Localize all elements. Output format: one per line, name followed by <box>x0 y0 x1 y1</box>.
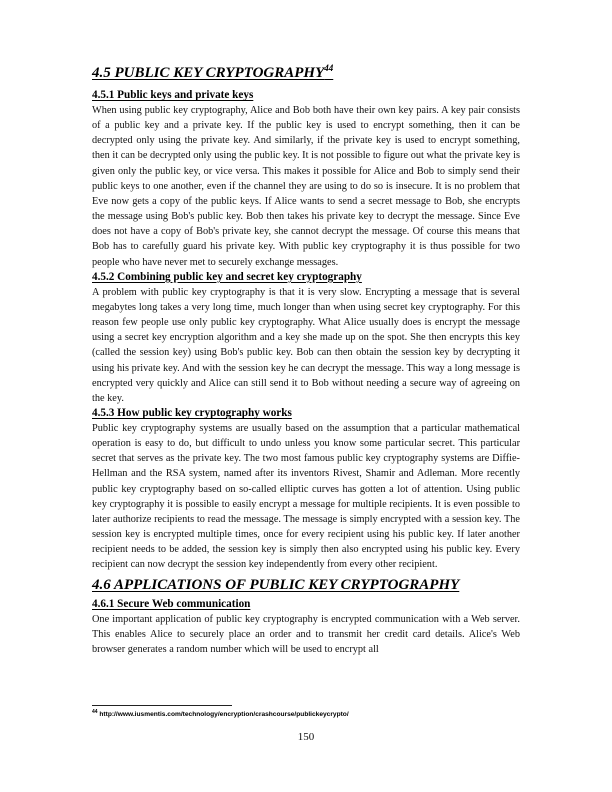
footnote-divider <box>92 705 232 706</box>
subsection-heading-4-5-2: 4.5.2 Combining public key and secret key cryptography <box>92 270 362 283</box>
page-body <box>92 64 520 657</box>
footnote <box>92 710 520 719</box>
footnote-marker: 44 <box>324 63 334 73</box>
subsection-heading-4-5-3: 4.5.3 How public key cryptography works <box>92 406 292 419</box>
paragraph-4-5-2: A problem with public key cryptography is that it is very slow. Encrypting a message that is several megabytes long takes a very long time, much longer than when using secret key cryptography. For this reason few people use only public key cryptography. What Alice usually does is encrypt the message using a secret key encryption algorithm and a key she made up on the spot. She then encrypts this key (called the session key) using Bob's public key. Bob can then obtain the session key by decrypting it using his private key. And with the session key he can decrypt the message. This way a long message is encrypted very quickly and Alice can still send it to Bob without needing a secure way of agreeing on the key. <box>92 286 520 404</box>
subsection-heading-4-6-1: 4.6.1 Secure Web communication <box>92 597 251 610</box>
section-heading-4-5: 4.5 PUBLIC KEY CRYPTOGRAPHY$^{44}$ <box>92 63 334 81</box>
paragraph-4-6-1: One important application of public key cryptography is encrypted communication with a Web server. This enables Alice to securely place an order and to transmit her credit card details. Alice's Web browser generates a random number which will be used to encrypt all <box>92 613 520 655</box>
page-number: 150 <box>297 731 315 743</box>
footnote-url[interactable]: http://www.iusmentis.com/technology/encryption/crashcourse/publickeycrypto/ <box>97 711 349 718</box>
section-heading-4-6: 4.6 APPLICATIONS OF PUBLIC KEY CRYPTOGRAPHY <box>92 576 460 593</box>
paragraph-4-5-1: When using public key cryptography, Alice and Bob both have their own key pairs. A key pair consists of a public key and a private key. If the public key is used to encrypt something, then it can be decrypted only using the private key. And similarly, if the private key is used to encrypt something, then it can be decrypted only using the public key. It is not possible to figure out what the private key is given only the public key, or vice versa. This makes it possible for Alice and Bob to simply send their public keys to one another, even if the channel they are using to do so is insecure. It is no problem that Eve now gets a copy of the public keys. If Alice wants to send a secret message to Bob, she encrypts the message using Bob's public key. Bob then takes his private key to decrypt the message. Since Eve does not have a copy of Bob's private key, she cannot decrypt the message. Of course this means that Bob has to carefully guard his private key. With public key cryptography it is thus possible for two people who have never met to securely exchange messages. <box>92 105 520 268</box>
subsection-heading-4-5-1: 4.5.1 Public keys and private keys <box>92 89 254 101</box>
footnote-number: 44 <box>92 708 98 715</box>
paragraph-4-5-3: Public key cryptography systems are usually based on the assumption that a particular mathematical operation is easy to do, but difficult to undo unless you know some particular secret. This particular secret that serves as the private key. The two most famous public key cryptography systems are Diffie-Hellman and the RSA system, named after its inventors Rivest, Shamir and Adleman. More recently public key cryptography based on so-called elliptic curves has gotten a lot of attention. Using public key cryptography it is possible to easily encrypt a message for multiple recipients. It is even possible to later authorize recipients to read the message. The message is simply encrypted with a session key. The session key is encrypted multiple times, once for every recipient using his public key. If later another recipient needs to be added, the session key is simply then also encrypted using his public key. Every recipient can now decrypt the session key independently from every other recipient. <box>92 422 520 571</box>
